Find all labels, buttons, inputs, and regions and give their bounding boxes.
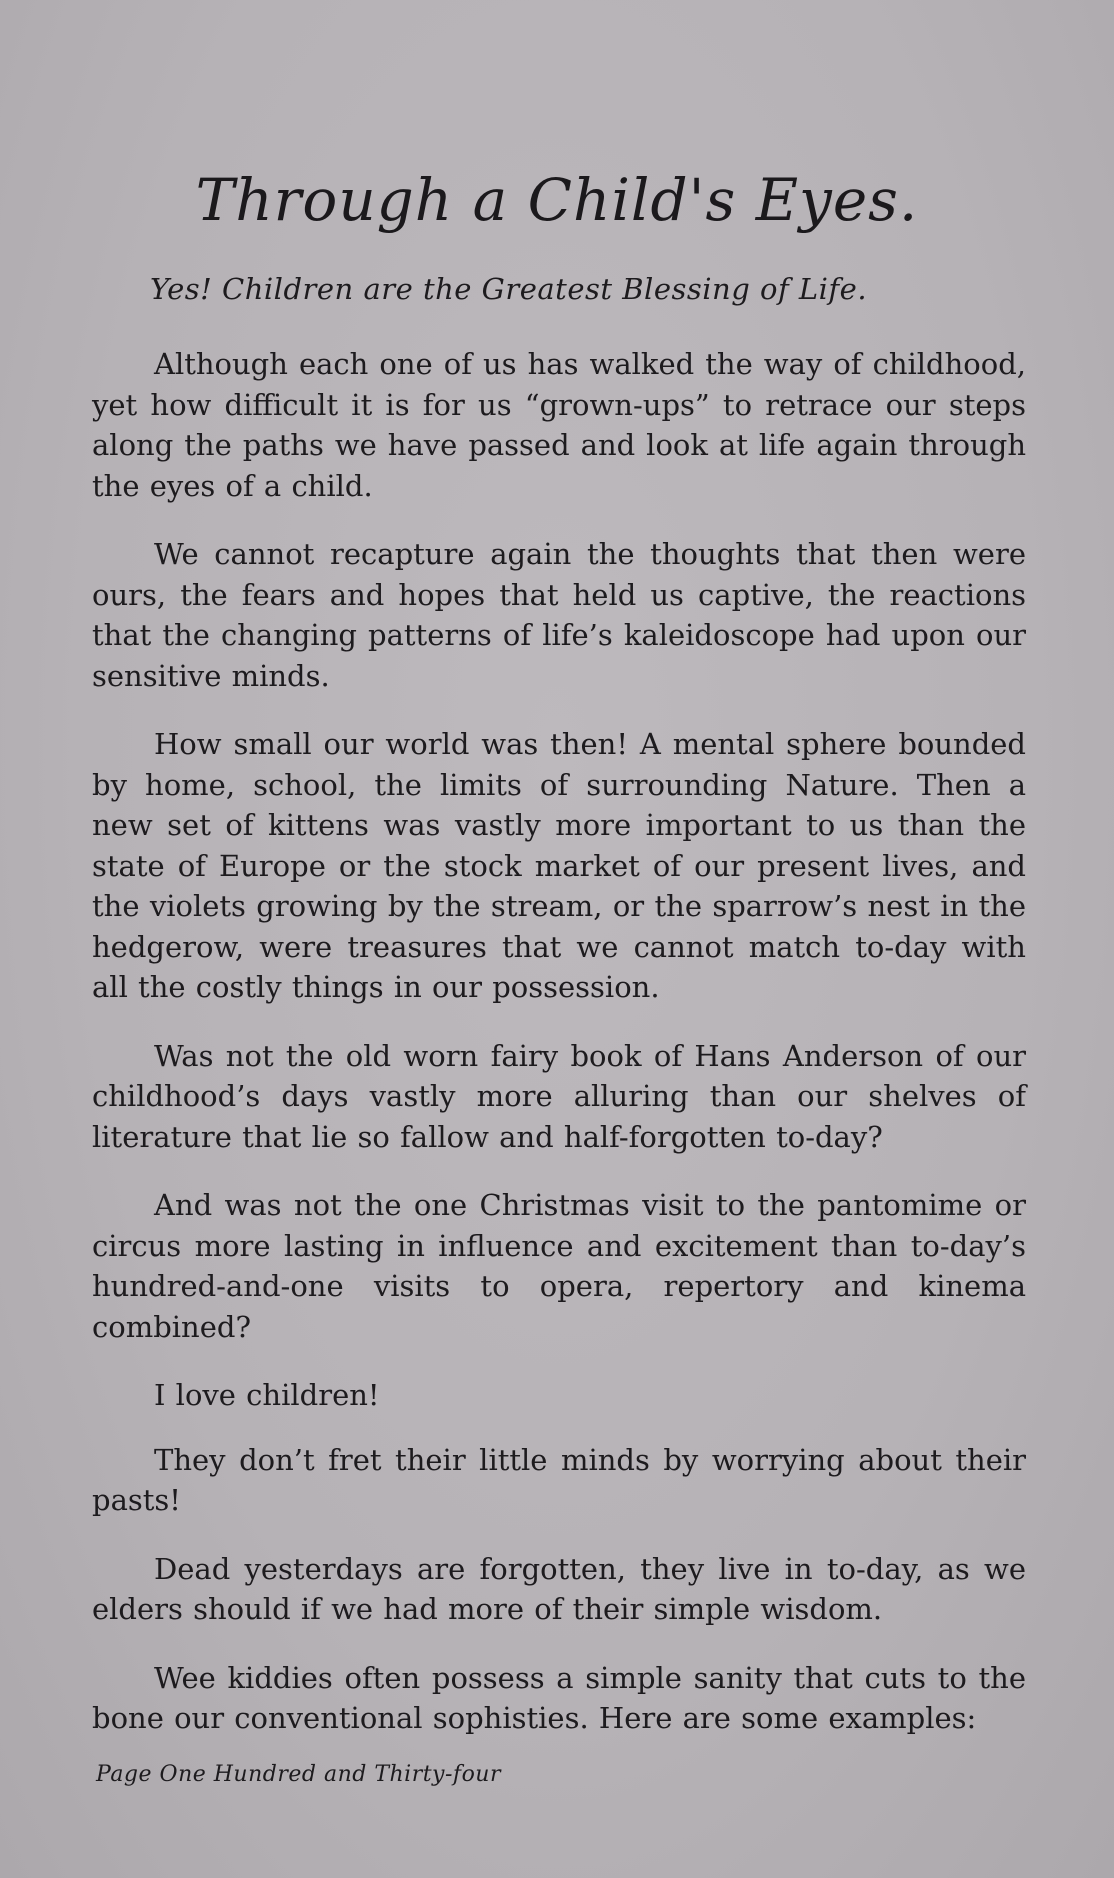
body-text: [92, 344, 1026, 1767]
paragraph: How small our world was then! A mental sphere bounded by home, school, the limits of surrounding Nature. Then a new set of kittens was vastly more important to us than the state of Europe or the stock market of our present lives, and the violets growing by the stream, or the sparrow’s nest in the hedgerow, were treasures that we cannot match to-day with all the costly things in our possession.: [92, 727, 1026, 1004]
paragraph: They don’t fret their little minds by worrying about their pasts!: [92, 1442, 1026, 1517]
paragraph: Was not the old worn fairy book of Hans Anderson of our childhood’s days vastly more alluring than our shelves of literature that lie so fallow and half-forgotten to-day?: [92, 1038, 1026, 1154]
paragraph: Wee kiddies often possess a simple sanity that cuts to the bone our conventional sophisties. Here are some examples:: [92, 1660, 1026, 1735]
paragraph: Although each one of us has walked the way of childhood, yet how difficult it is for us “grown-ups” to retrace our steps along the paths we have passed and look at life again through the eyes of a child.: [92, 347, 1026, 503]
paragraph: We cannot recapture again the thoughts that then were ours, the fears and hopes that held us captive, the reactions that the changing patterns of life’s kaleidoscope had upon our sensitive minds.: [92, 537, 1026, 693]
page-number-footer: Page One Hundred and Thirty-four: [96, 1762, 501, 1787]
page-title: Through a Child's Eyes.: [195, 166, 919, 234]
page-subtitle: Yes! Children are the Greatest Blessing of Life.: [150, 272, 868, 306]
paragraph: I love children!: [154, 1378, 380, 1412]
paragraph: Dead yesterdays are forgotten, they live in to-day, as we elders should if we had more of their simple wisdom.: [92, 1551, 1026, 1626]
paragraph: And was not the one Christmas visit to the pantomime or circus more lasting in influence and excitement than to-day’s hundred-and-one visits to opera, repertory and kinema combined?: [92, 1188, 1026, 1344]
